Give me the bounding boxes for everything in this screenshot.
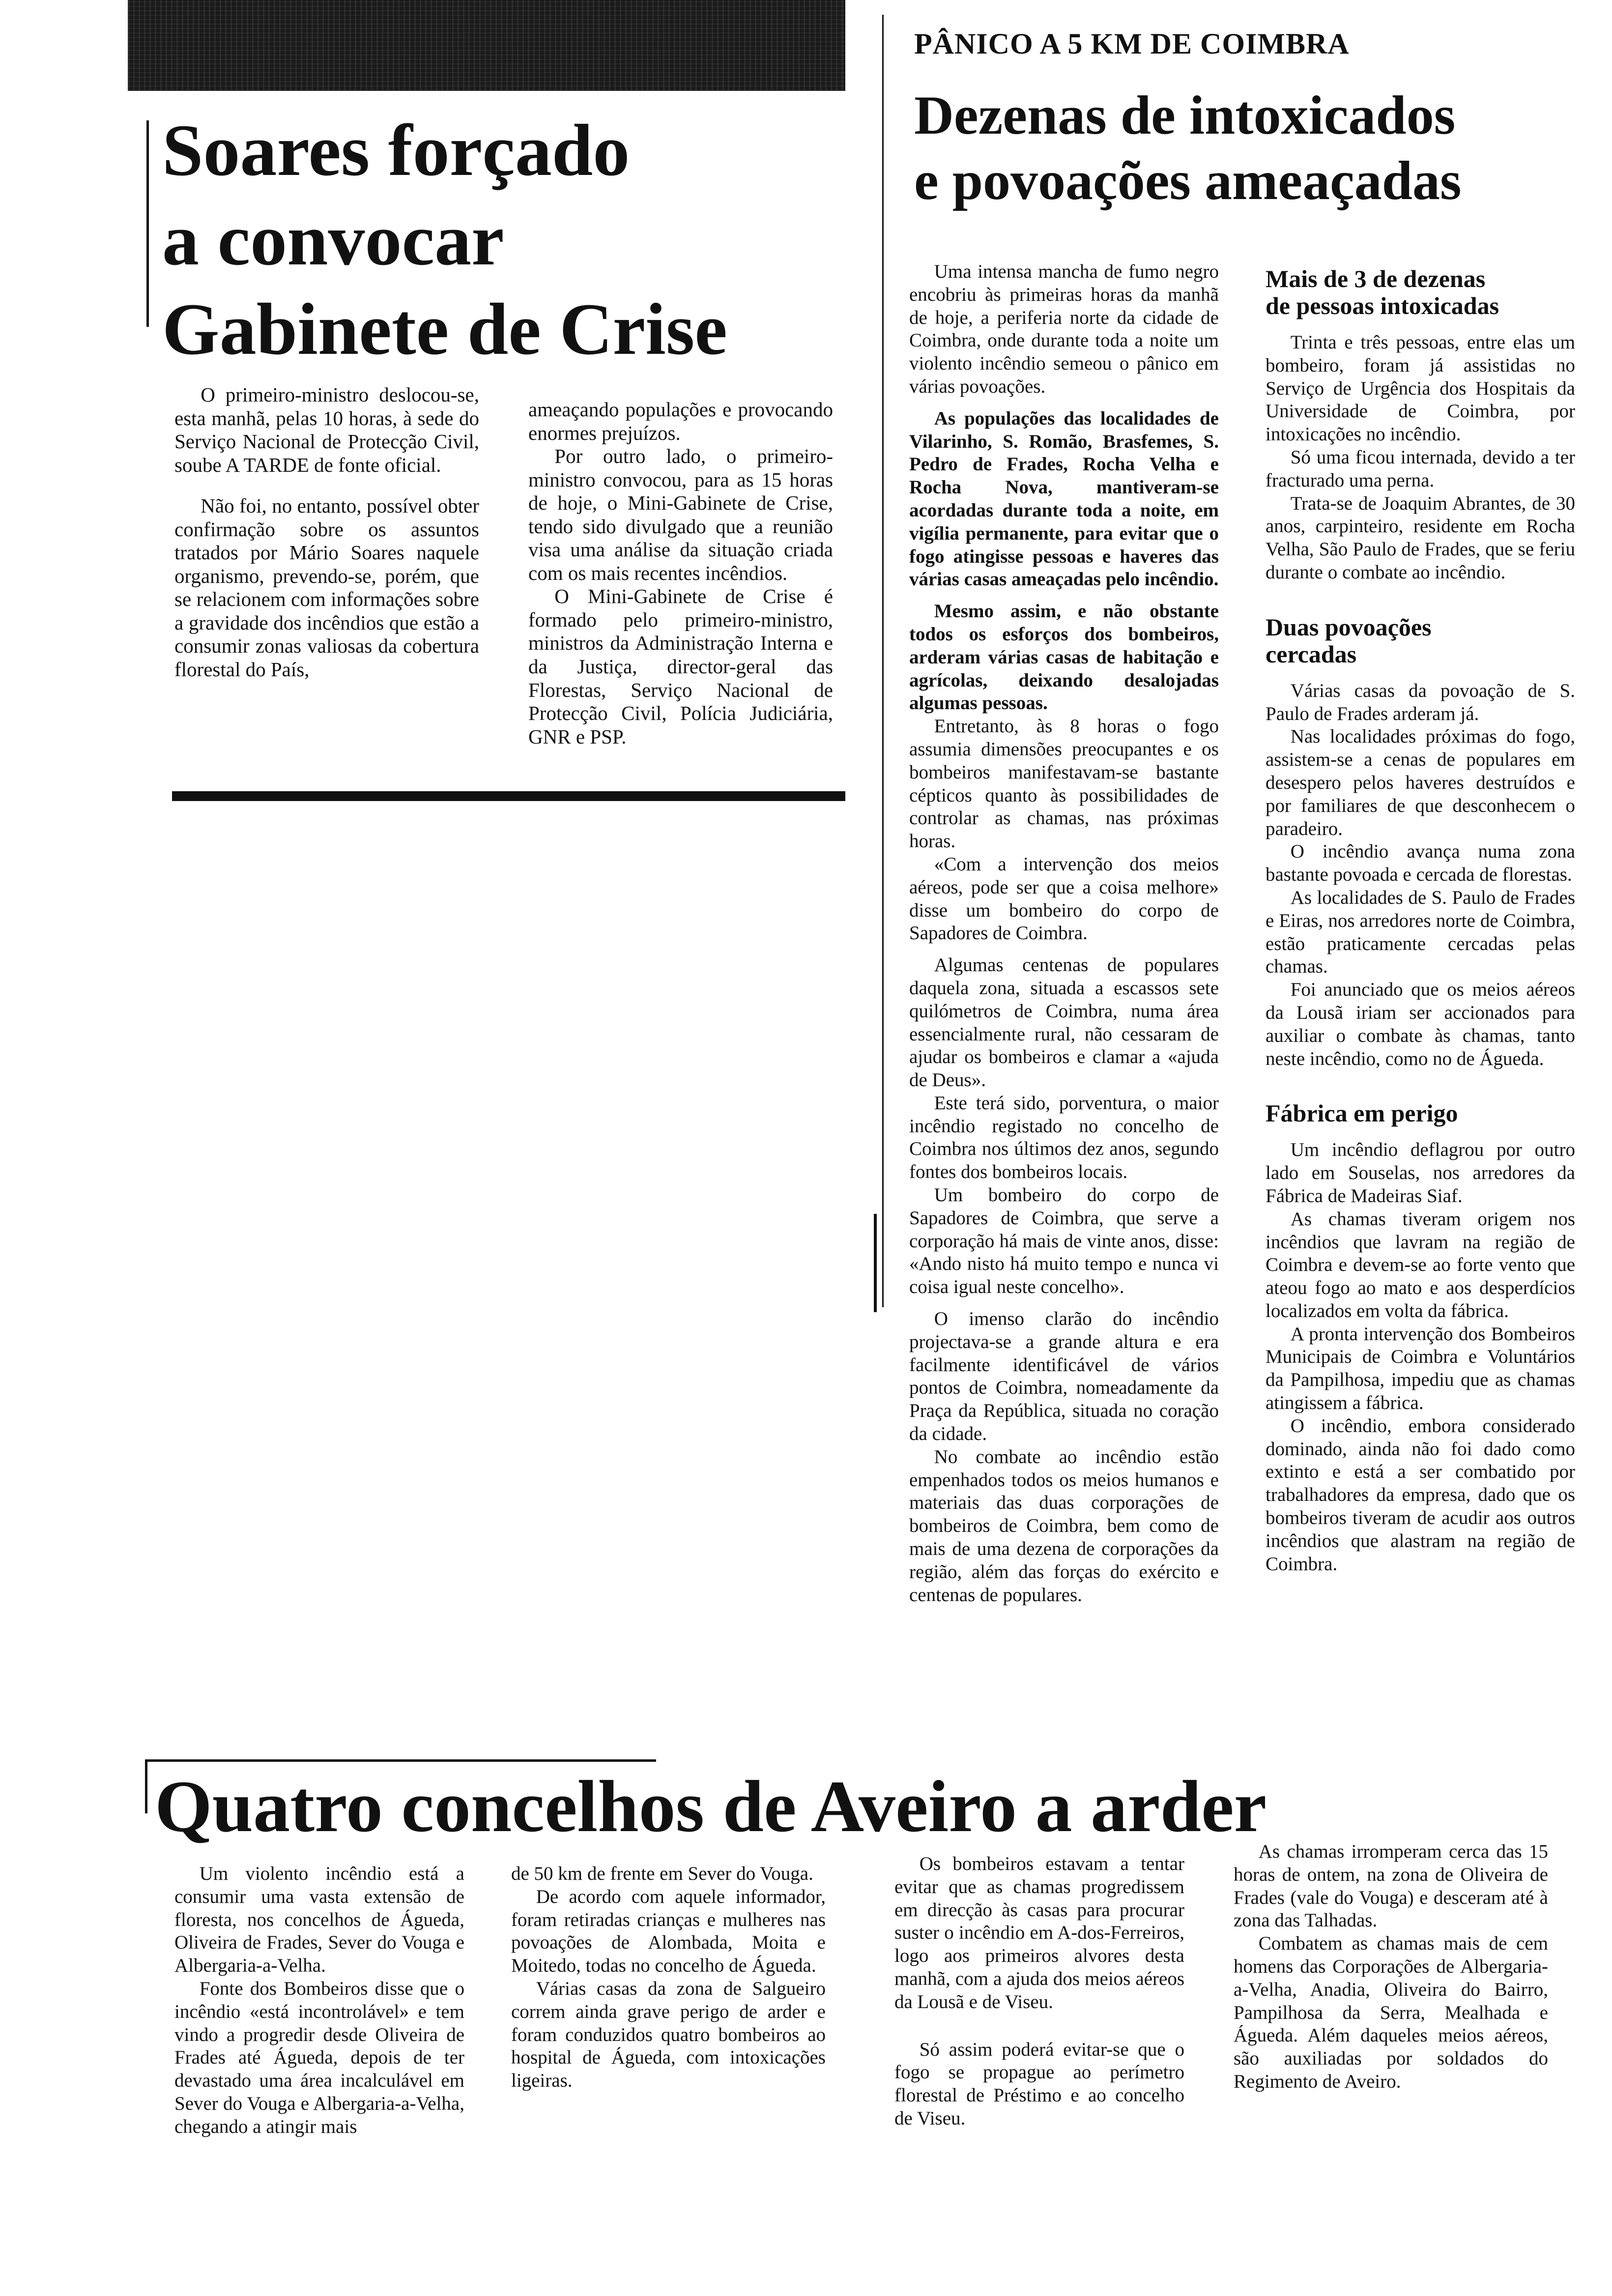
story2-column-1	[909, 260, 1219, 1607]
story2-subhead-intoxicated	[1266, 265, 1575, 319]
story2-headline	[914, 86, 1583, 211]
story1-headline-line-3: Gabinete de Crise	[162, 288, 727, 370]
story2-subhead-villages-line-1: Duas povoações	[1266, 613, 1432, 641]
story2-kicker: PÂNICO A 5 KM DE COIMBRA	[914, 28, 1350, 60]
story2-paragraph: O imenso clarão do incêndio projectava-se a grande altura e era facilmente identificável de vários pontos de Coimbra, nomeadamente da Praça da República, situada no coração da cidade.	[909, 1308, 1219, 1445]
story1-headline	[162, 111, 850, 369]
story2-subhead-intoxicated-line-2: de pessoas intoxicadas	[1266, 292, 1499, 319]
story2-paragraph: Um incêndio deflagrou por outro lado em Souselas, nos arredores da Fábrica de Madeiras Siaf.	[1266, 1139, 1575, 1206]
story1-headline-line-2: a convocar	[162, 199, 504, 281]
story3-paragraph: Só assim poderá evitar-se que o fogo se propague ao perímetro florestal de Préstimo e ao concelho de Viseu.	[894, 2038, 1184, 2129]
story1-paragraph: ameaçando populações e provocando enormes prejuízos.	[528, 398, 833, 444]
story2-subhead-intoxicated-line-1: Mais de 3 de dezenas	[1266, 265, 1486, 292]
masthead-band	[128, 0, 845, 91]
story2-paragraph: Mesmo assim, e não obstante todos os esforços dos bombeiros, arderam várias casas de habitação e agrícolas, deixando desalojadas algumas pessoas.	[909, 601, 1219, 714]
story2-subhead-factory: Fábrica em perigo	[1266, 1099, 1458, 1127]
story3-column-3	[894, 1853, 1184, 2130]
story2-paragraph: Várias casas da povoação de S. Paulo de Frades arderam já.	[1266, 680, 1575, 724]
story2-paragraph: Uma intensa mancha de fumo negro encobriu às primeiras horas da manhã de hoje, a periferia norte da cidade de Coimbra, onde durante toda a noite um violento incêndio semeou o pânico em várias povoações.	[909, 261, 1219, 397]
story3-headline: Quatro concelhos de Aveiro a arder	[155, 1766, 1267, 1847]
story2-paragraph: Trata-se de Joaquim Abrantes, de 30 anos, carpinteiro, residente em Rocha Velha, São Paulo de Frades, que se feriu durante o combate ao incêndio.	[1266, 492, 1575, 583]
story2-headline-line-2: e povoações ameaçadas	[914, 150, 1462, 211]
story1-paragraph: Por outro lado, o primeiro-ministro convocou, para as 15 horas de hoje, o Mini-Gabinete de Crise, tendo sido divulgado que a reunião visa uma análise da situação criada com os mais recentes incêndios.	[528, 445, 833, 584]
story3-top-rule	[145, 1759, 656, 1762]
story3-column-1	[174, 1863, 464, 2139]
story1-paragraph: Não foi, no entanto, possível obter confirmação sobre os assuntos tratados por Mário Soares naquele organismo, prevendo-se, porém, que se relacionem com informações sobre a gravidade dos incêndios que estão a consumir zonas valiosas da cobertura florestal do País,	[174, 494, 479, 681]
story2-paragraph: Algumas centenas de populares daquela zona, situada a escassos sete quilómetros de Coimbra, numa área essencialmente rural, não cessaram de ajudar os bombeiros e clamar a «ajuda de Deus».	[909, 954, 1219, 1091]
story3-paragraph: Várias casas da zona de Salgueiro correm ainda grave perigo de arder e foram conduzidos quatro bombeiros ao hospital de Águeda, com intoxicações ligeiras.	[511, 1978, 826, 2092]
story1-column-1	[174, 383, 479, 682]
story3-column-2	[511, 1863, 826, 2093]
story2-paragraph: As localidades de S. Paulo de Frades e Eiras, nos arredores norte de Coimbra, estão praticamente cercadas pelas chamas.	[1266, 887, 1575, 977]
story1-left-rule	[146, 120, 149, 327]
story3-paragraph: Um violento incêndio está a consumir uma vasta extensão de floresta, nos concelhos de Águeda, Oliveira de Frades, Sever do Vouga e Albergaria-a-Velha.	[174, 1863, 464, 1977]
story2-paragraph: As populações das localidades de Vilarinho, S. Romão, Brasfemes, S. Pedro de Frades, Rocha Velha e Rocha Nova, mantiveram-se acordadas durante toda a noite, em vigília permanente, para evitar que o fogo atingisse pessoas e haveres das várias casas ameaçadas pelo incêndio.	[909, 407, 1219, 590]
story3-left-rule	[145, 1759, 147, 1813]
story3-column-4	[1234, 1840, 1548, 2094]
story2-paragraph: A pronta intervenção dos Bombeiros Municipais de Coimbra e Voluntários da Pampilhosa, impediu que as chamas atingissem a fábrica.	[1266, 1323, 1575, 1414]
story2-paragraph: O incêndio avança numa zona bastante povoada e cercada de florestas.	[1266, 841, 1575, 886]
story3-paragraph: Combatem as chamas mais de cem homens das Corporações de Albergaria-a-Velha, Anadia, Oliveira do Bairro, Pampilhosa da Serra, Mealhada e Águeda. Além daqueles meios aéreos, são auxiliadas por soldados do Regimento de Aveiro.	[1234, 1933, 1548, 2092]
story2-paragraph: Foi anunciado que os meios aéreos da Lousã iriam ser accionados para auxiliar o combate às chamas, tanto neste incêndio, como no de Águeda.	[1266, 979, 1575, 1069]
story2-column-2	[1266, 265, 1575, 1576]
story2-paragraph: As chamas tiveram origem nos incêndios que lavram na região de Coimbra e devem-se ao forte vento que ateou fogo ao mato e aos desperdícios localizados em volta da fábrica.	[1266, 1208, 1575, 1321]
story2-inner-rule	[874, 1214, 877, 1312]
story2-paragraph: Um bombeiro do corpo de Sapadores de Coimbra, que serve a corporação há mais de vinte anos, disse: «Ando nisto há muito tempo e nunca vi coisa igual neste concelho».	[909, 1184, 1219, 1298]
story3-paragraph: de 50 km de frente em Sever do Vouga.	[511, 1863, 813, 1884]
story1-paragraph: O primeiro-ministro deslocou-se, esta manhã, pelas 10 horas, à sede do Serviço Nacional de Protecção Civil, soube A TARDE de fonte oficial.	[174, 383, 479, 476]
story2-subhead-villages-line-2: cercadas	[1266, 640, 1357, 668]
story2-headline-line-1: Dezenas de intoxicados	[914, 85, 1456, 146]
story3-paragraph: Os bombeiros estavam a tentar evitar que as chamas progredissem em direcção às casas para procurar suster o incêndio em A-dos-Ferreiros, logo aos primeiros alvores desta manhã, com a ajuda dos meios aéreos da Lousã e de Viseu.	[894, 1853, 1184, 2012]
story3-paragraph: Fonte dos Bombeiros disse que o incêndio «está incontrolável» e tem vindo a progredir desde Oliveira de Frades até Águeda, depois de ter devastado uma área incalculável em Sever do Vouga e Albergaria-a-Velha, chegando a atingir mais	[174, 1978, 464, 2137]
story1-column-2	[528, 398, 833, 748]
story3-paragraph: As chamas irromperam cerca das 15 horas de ontem, na zona de Oliveira de Frades (vale do Vouga) e desceram até à zona das Talhadas.	[1234, 1841, 1548, 1931]
column-divider	[882, 15, 884, 1307]
story2-paragraph: Este terá sido, porventura, o maior incêndio registado no concelho de Coimbra nos últimos dez anos, segundo fontes dos bombeiros locais.	[909, 1092, 1219, 1183]
story1-bottom-rule	[172, 791, 845, 801]
story2-paragraph: Nas localidades próximas do fogo, assistem-se a cenas de populares em desespero pelos haveres destruídos e por familiares de que desconhecem o paradeiro.	[1266, 726, 1575, 839]
story2-paragraph: O incêndio, embora considerado dominado, ainda não foi dado como extinto e está a ser combatido por trabalhadores da empresa, dado que os bombeiros tiveram de acudir aos outros incêndios que alastram na região de Coimbra.	[1266, 1415, 1575, 1575]
story2-subhead-villages	[1266, 614, 1575, 668]
story2-paragraph: No combate ao incêndio estão empenhados todos os meios humanos e materiais das duas corporações de bombeiros de Coimbra, bem como de mais de uma dezena de corporações da região, além das forças do exército e centenas de populares.	[909, 1446, 1219, 1606]
story2-paragraph: Trinta e três pessoas, entre elas um bombeiro, foram já assistidas no Serviço de Urgência dos Hospitais da Universidade de Coimbra, por intoxicações no incêndio.	[1266, 332, 1575, 445]
story1-headline-line-1: Soares forçado	[162, 110, 630, 191]
story1-paragraph: O Mini-Gabinete de Crise é formado pelo primeiro-ministro, ministros da Administração Interna e da Justiça, director-geral das Florestas, Serviço Nacional de Protecção Civil, Polícia Judiciária, GNR e PSP.	[528, 585, 833, 748]
story3-paragraph: De acordo com aquele informador, foram retiradas crianças e mulheres nas povoações de Alombada, Moita e Moitedo, todas no concelho de Águeda.	[511, 1886, 826, 1977]
story2-paragraph: Entretanto, às 8 horas o fogo assumia dimensões preocupantes e os bombeiros manifestavam-se bastante cépticos quanto às possibilidades de controlar as chamas, nas próximas horas.	[909, 716, 1219, 852]
story2-paragraph: Só uma ficou internada, devido a ter fracturado uma perna.	[1266, 446, 1575, 491]
story2-paragraph: «Com a intervenção dos meios aéreos, pode ser que a coisa melhore» disse um bombeiro do corpo de Sapadores de Coimbra.	[909, 853, 1219, 944]
